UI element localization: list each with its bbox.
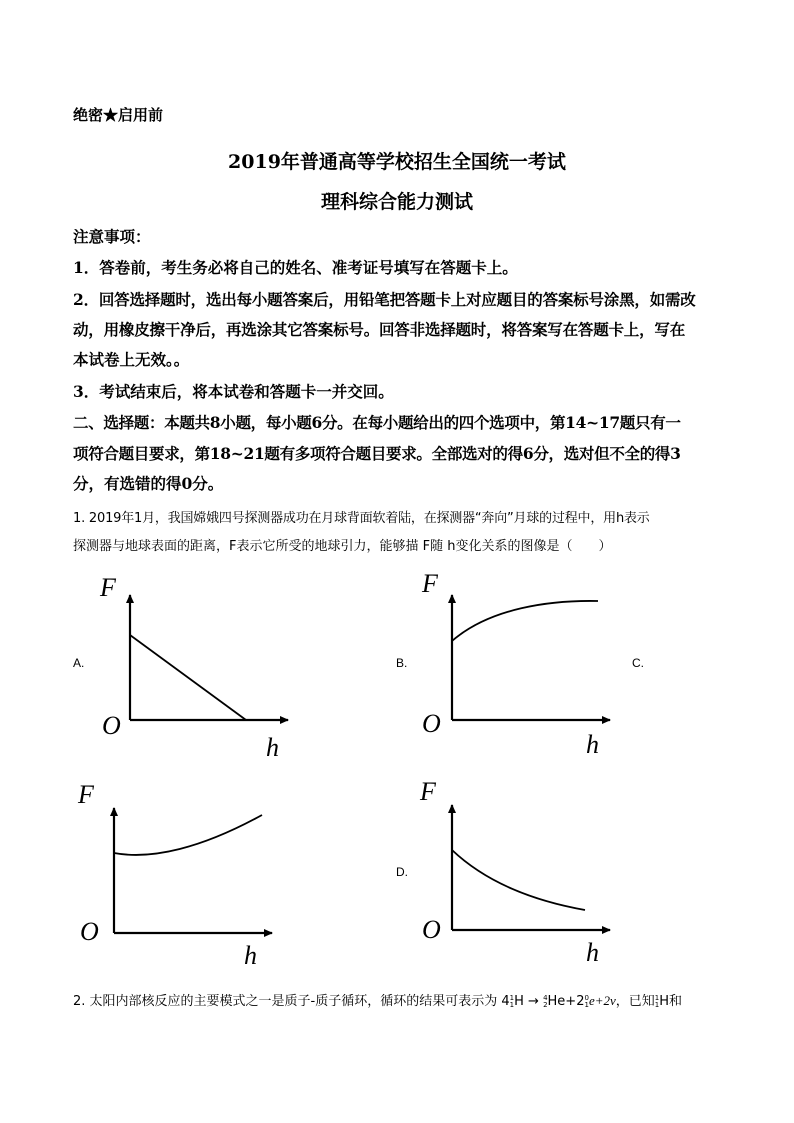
- nuclide-he-mass: 4: [543, 993, 548, 1002]
- notice-item-1: 1．答卷前，考生务必将自己的姓名、准考证号填写在答题卡上。: [73, 258, 518, 277]
- reaction-arrow: →: [523, 994, 544, 1009]
- graph-a-f-label: F: [100, 573, 116, 602]
- q2-tail: 和: [669, 994, 683, 1009]
- graph-c-curve: [114, 815, 262, 855]
- q1-line-1: 1. 2019年1月，我国嫦娥四号探测器成功在月球背面软着陆，在探测器“奔向”月球的过程中，用h表示: [73, 511, 650, 526]
- graph-a: [98, 568, 298, 768]
- nuclide-h2-charge: 1: [654, 1000, 660, 1009]
- notice-item-2-line1: 2．回答选择题时，选出每小题答案后，用铅笔把答题卡上对应题目的答案标号涂黑，如需改: [73, 290, 696, 309]
- nuclide-h-mass: 1: [509, 993, 515, 1002]
- graph-d-origin-label: O: [422, 915, 441, 944]
- graph-d: [420, 778, 620, 978]
- graph-a-curve: [130, 635, 246, 720]
- graph-d-h-label: h: [586, 938, 599, 967]
- section-line-2: 项符合题目要求，第18~21题有多项符合题目要求。全部选对的得6分，选对但不全的得3: [73, 444, 681, 463]
- option-b-label: B.: [396, 656, 408, 670]
- graph-c-origin-label: O: [80, 917, 99, 946]
- graph-c-h-label: h: [244, 941, 257, 970]
- q2-line: [73, 990, 682, 1009]
- graph-b-h-label: h: [586, 730, 599, 759]
- graph-c: [78, 778, 282, 978]
- nuclide-h2-mass: 1: [654, 993, 660, 1002]
- notice-item-2-line3: 本试卷上无效。。: [73, 350, 190, 369]
- graph-b: [420, 568, 620, 768]
- q2-eq-he: He+2: [547, 994, 585, 1009]
- notice-item-3: 3．考试结束后，将本试卷和答题卡一并交回。: [73, 382, 394, 401]
- section-line-1: 二、选择题：本题共8小题，每小题6分。在每小题给出的四个选项中，第14~17题只有一: [73, 413, 681, 432]
- q2-eq-h2: H: [659, 994, 670, 1009]
- nuclide-h-charge: 1: [509, 1000, 515, 1009]
- option-d-label: D.: [396, 865, 408, 879]
- q2-eq-h: H: [514, 994, 524, 1009]
- option-a-label: A.: [73, 656, 85, 670]
- nuclide-e-mass: 0: [584, 993, 589, 1002]
- q1-line-2: 探测器与地球表面的距离，F表示它所受的地球引力，能够描 F随 h变化关系的图像是（ ）: [73, 539, 612, 554]
- graph-b-origin-label: O: [422, 709, 441, 738]
- graph-b-f-label: F: [422, 569, 438, 598]
- nuclide-he-charge: 2: [543, 1000, 548, 1009]
- graph-d-curve: [452, 850, 585, 910]
- graph-a-h-label: h: [266, 733, 279, 762]
- q2-text-suffix: ，已知: [615, 994, 655, 1009]
- secret-label: 绝密★启用前: [73, 106, 164, 124]
- graph-a-origin-label: O: [102, 711, 121, 740]
- option-c-label: C.: [632, 656, 644, 670]
- graph-b-curve: [452, 601, 598, 641]
- notice-item-2-line2: 动，用橡皮擦干净后，再选涂其它答案标号。回答非选择题时，将答案写在答题卡上，写在: [73, 320, 686, 339]
- graph-c-f-label: F: [78, 780, 94, 809]
- nuclide-e-charge: 1: [584, 1000, 589, 1009]
- exam-subtitle: 理科综合能力测试: [320, 191, 473, 213]
- exam-title: 2019年普通高等学校招生全国统一考试: [228, 151, 566, 173]
- graph-d-f-label: F: [420, 777, 436, 806]
- q2-text-prefix: 2. 太阳内部核反应的主要模式之一是质子-质子循环，循环的结果可表示为 4: [73, 994, 510, 1009]
- section-line-3: 分，有选错的得0分。: [73, 474, 224, 493]
- q2-eq-e: e+2ν: [588, 993, 616, 1008]
- notice-heading: 注意事项：: [73, 227, 151, 246]
